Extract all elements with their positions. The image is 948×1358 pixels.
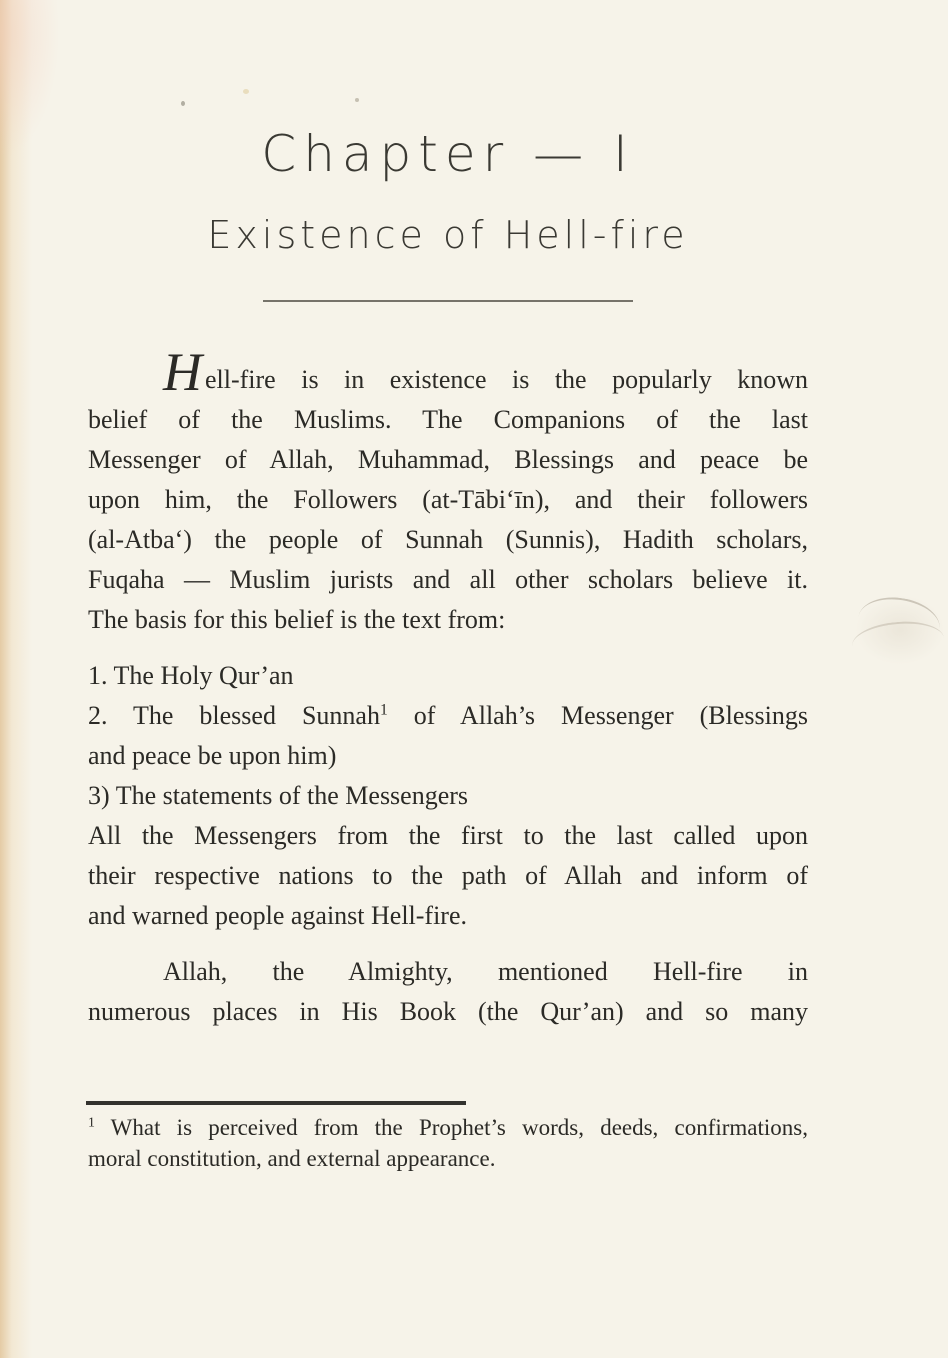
text-line	[88, 1112, 808, 1143]
italic-term: al-Atba‘	[96, 525, 184, 554]
text-line	[88, 816, 808, 856]
smudge-mark	[855, 595, 945, 665]
closing-paragraph	[88, 952, 808, 1032]
text-segment: 1. The Holy Qur’an	[88, 661, 294, 690]
smudge-mark	[855, 592, 944, 654]
text-line	[88, 656, 808, 696]
text-segment: and warned people against Hell-fire.	[88, 901, 468, 930]
text-line	[88, 992, 808, 1032]
text-line	[88, 952, 808, 992]
text-line	[88, 1143, 808, 1174]
footnote	[88, 1112, 808, 1174]
text-line	[88, 520, 808, 560]
text-segment: 3) The statements of the Messengers	[88, 781, 469, 810]
text-line	[88, 480, 808, 520]
text-line	[88, 600, 808, 640]
italic-term: at-Tābi‘īn	[430, 485, 535, 514]
text-segment: and peace be upon him)	[88, 741, 337, 770]
opening-paragraph	[88, 342, 808, 640]
text-segment: moral constitution, and external appearance.	[88, 1146, 496, 1171]
text-segment: of Allah’s Messenger (Blessings	[387, 701, 808, 730]
scanned-page-left-edge	[0, 0, 34, 1358]
text-line	[88, 400, 808, 440]
drop-cap: H	[163, 342, 203, 402]
text-segment: What is perceived from the Prophet’s words, deeds, confirmations,	[94, 1115, 808, 1140]
text-line	[88, 560, 808, 600]
text-segment: ), and their followers	[534, 485, 808, 514]
footnote-divider	[86, 1101, 466, 1105]
text-line	[88, 896, 808, 936]
footnote-marker: 1	[88, 1114, 95, 1130]
text-line	[88, 440, 808, 480]
text-line	[88, 856, 808, 896]
text-segment: All the Messengers from the first to the last called upon	[88, 821, 808, 850]
chapter-title: Chapter — I	[261, 125, 635, 183]
text-line	[88, 342, 808, 402]
italic-term: Fuqaha	[88, 565, 165, 594]
sources-list	[88, 656, 808, 936]
text-segment: upon him, the Followers (	[88, 485, 431, 514]
scan-speck	[243, 89, 249, 94]
text-segment: their respective nations to the path of Allah and inform of	[88, 861, 808, 890]
text-segment: belief of the Muslims. The Companions of the last	[88, 405, 808, 434]
text-segment: numerous places in His Book (the Qur’an) and so many	[88, 997, 808, 1026]
text-segment: ell-fire is in existence is the popularly known	[205, 365, 808, 394]
text-segment: (	[88, 525, 97, 554]
text-segment: — Muslim jurists and all other scholars believe it.	[164, 565, 808, 594]
text-segment: Allah, the Almighty, mentioned Hell-fire in	[163, 957, 808, 986]
scan-speck	[355, 98, 359, 102]
footnote-marker: 1	[379, 701, 388, 719]
text-segment: 2. The blessed Sunnah	[88, 701, 380, 730]
text-segment: The basis for this belief is the text from:	[88, 605, 506, 634]
title-divider	[263, 300, 633, 302]
text-segment: Messenger of Allah, Muhammad, Blessings and peace be	[88, 445, 808, 474]
scan-speck	[181, 101, 185, 106]
text-line	[88, 696, 808, 736]
chapter-subtitle: Existence of Hell-fire	[207, 213, 689, 257]
smudge-mark	[850, 618, 945, 666]
text-line	[88, 776, 808, 816]
scanned-page-corner-tint	[0, 0, 60, 160]
text-line	[88, 736, 808, 776]
text-segment: ) the people of Sunnah (Sunnis), Hadith scholars,	[183, 525, 808, 554]
